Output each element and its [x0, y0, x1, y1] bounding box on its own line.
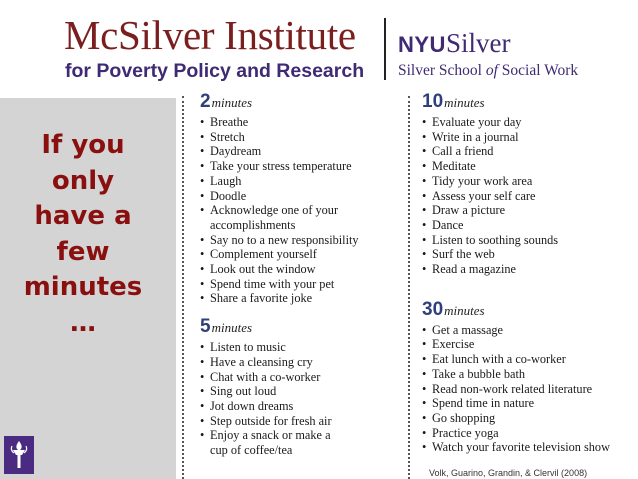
- list-item: • Call a friend: [422, 144, 632, 159]
- list-item: • Read non-work related literature: [422, 382, 632, 397]
- panel-heading-line: minutes: [23, 272, 143, 302]
- list-item: • Have a cleansing cry: [200, 355, 380, 370]
- list-item-continuation: cup of coffee/tea: [210, 443, 293, 458]
- list-item: • Assess your self care: [422, 189, 632, 204]
- list-item: • Enjoy a snack or make a: [200, 428, 380, 443]
- section-number: 30: [422, 298, 444, 320]
- list-item: • Read a magazine: [422, 262, 632, 277]
- activity-list-10-minutes: [422, 115, 632, 277]
- institute-subtitle: for Poverty Policy and Research: [65, 60, 365, 82]
- list-item: • Meditate: [422, 159, 632, 174]
- list-item: • Evaluate your day: [422, 115, 632, 130]
- list-item: • Exercise: [422, 337, 632, 352]
- list-item-continuation: accomplishments: [210, 217, 296, 232]
- panel-heading-line: have a: [34, 201, 132, 231]
- list-item: • Look out the window: [200, 262, 380, 277]
- list-item: • Stretch: [200, 130, 380, 145]
- list-item: • Step outside for fresh air: [200, 414, 380, 429]
- list-item: • Eat lunch with a co-worker: [422, 352, 632, 367]
- section-heading-30-minutes: [422, 299, 632, 321]
- list-item: • Laugh: [200, 174, 380, 189]
- list-column-left: [200, 91, 380, 458]
- list-item: • Get a massage: [422, 323, 632, 338]
- activity-list-30-minutes: [422, 323, 632, 455]
- left-panel: [0, 98, 176, 479]
- list-item: • Jot down dreams: [200, 399, 380, 414]
- list-item: • Say no to a new responsibility: [200, 233, 380, 248]
- list-item: • Doodle: [200, 189, 380, 204]
- section-heading-10-minutes: [422, 91, 632, 113]
- school-prefix: Silver School: [398, 62, 486, 79]
- section-unit: minutes: [444, 302, 485, 318]
- header-banner: [0, 0, 638, 98]
- section-number: 5: [200, 316, 211, 338]
- institute-title: McSilver Institute: [64, 12, 356, 58]
- panel-heading-line: only: [51, 165, 115, 196]
- citation: Volk, Guarino, Grandin, & Clervil (2008): [429, 468, 588, 478]
- list-item: • Spend time in nature: [422, 396, 632, 411]
- torch-icon: [4, 436, 34, 474]
- list-item: • Daydream: [200, 144, 380, 159]
- school-name: [398, 62, 578, 80]
- dotted-rule-middle: [408, 96, 410, 479]
- section-heading-2-minutes: [200, 91, 380, 113]
- list-item: • Breathe: [200, 115, 380, 130]
- school-suffix: Social Work: [497, 62, 579, 79]
- list-item: • Listen to soothing sounds: [422, 233, 632, 248]
- nyu-silver-logo: [398, 28, 510, 63]
- list-item: • Share a favorite joke: [200, 291, 380, 306]
- list-item: • Watch your favorite television show: [422, 440, 632, 455]
- panel-heading-line: few: [56, 236, 110, 267]
- panel-heading: [0, 128, 166, 341]
- section-number: 2: [200, 91, 211, 112]
- section-unit: minutes: [211, 320, 253, 336]
- list-item: • Chat with a co-worker: [200, 370, 380, 385]
- section-unit: minutes: [444, 95, 485, 110]
- section-heading-5-minutes: [200, 316, 380, 338]
- nyu-silver-text: Silver: [445, 28, 511, 58]
- activity-list-5-minutes: [200, 340, 380, 458]
- list-item: • Take your stress temperature: [200, 159, 380, 174]
- list-item: • Listen to music: [200, 340, 380, 355]
- list-item: • Acknowledge one of your: [200, 203, 380, 218]
- list-item: • Take a bubble bath: [422, 367, 632, 382]
- list-item: • Surf the web: [422, 247, 632, 262]
- list-item: • Draw a picture: [422, 203, 632, 218]
- list-item: • Tidy your work area: [422, 174, 632, 189]
- list-item: • Complement yourself: [200, 247, 380, 262]
- list-item: • Write in a journal: [422, 130, 632, 145]
- list-column-right: [422, 91, 632, 455]
- list-item: • Dance: [422, 218, 632, 233]
- panel-heading-line: …: [70, 307, 96, 338]
- section-number: 10: [422, 91, 444, 112]
- section-unit: minutes: [211, 95, 253, 110]
- dotted-rule-left: [182, 96, 184, 479]
- school-of: of: [485, 62, 498, 79]
- activity-list-2-minutes: [200, 115, 380, 306]
- panel-heading-line: If you: [41, 130, 125, 160]
- list-item: • Spend time with your pet: [200, 277, 380, 292]
- list-item: • Practice yoga: [422, 426, 632, 441]
- list-item: • Go shopping: [422, 411, 632, 426]
- nyu-mark: NYU: [398, 32, 446, 57]
- header-divider: [384, 18, 386, 80]
- list-item: • Sing out loud: [200, 384, 380, 399]
